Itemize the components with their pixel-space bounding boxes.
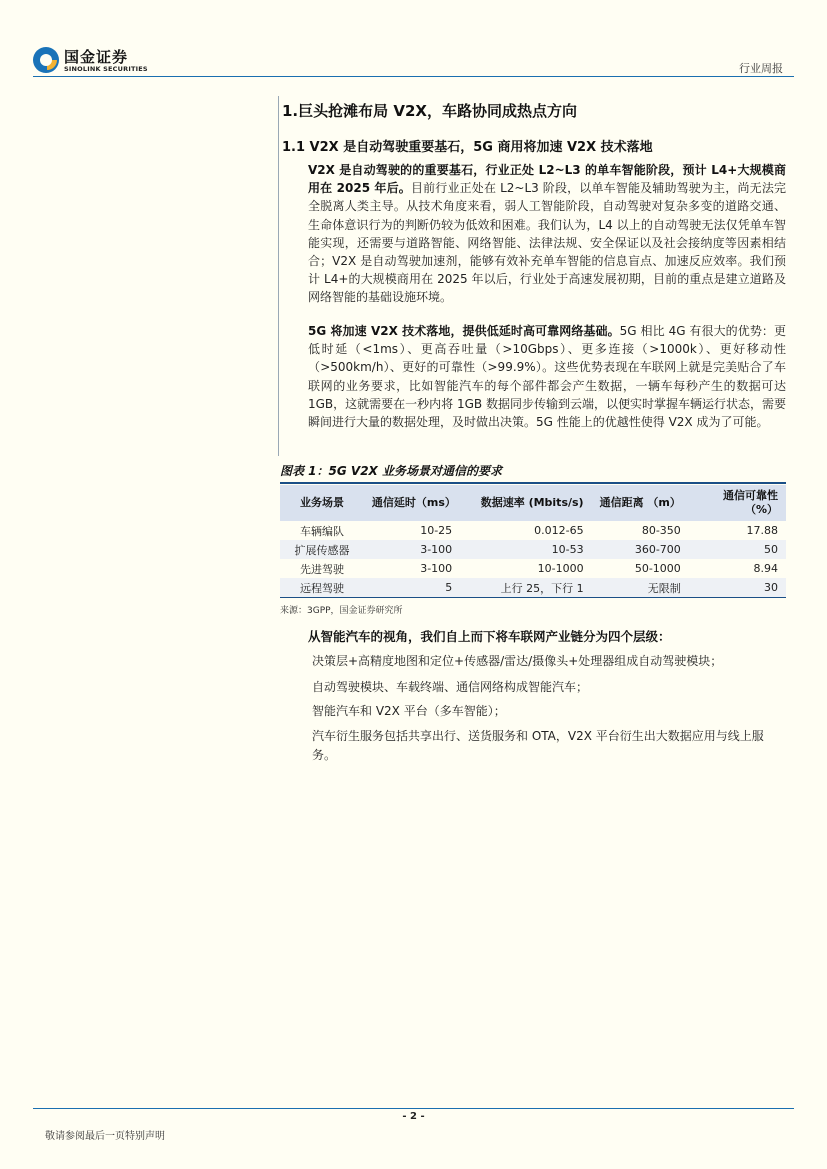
paragraph-body: 目前行业正处在 L2~L3 阶段，以单车智能及辅助驾驶为主，尚无法完全脱离人类主导。从技术角度来看，弱人工智能阶段，自动驾驶对复杂多变的道路交通、生命体意识行为的判断仍较为低效和困难。我们认为，L4 以上的自动驾驶无法仅凭单车智能实现，还需要与道路智能、网络智能、法律法规、安全保证以及社会接纳度等因素相结合；V2X 是自动驾驶加速剂，能够有效补充单车智能的信息盲点、加速反应效率。我们预计 L4+的大规模商用在 2025 年以后，行业处于高速发展初期，目前的重点是建立道路及网络智能的基础设施环境。: [308, 181, 786, 305]
table-cell: 50-1000: [634, 562, 681, 575]
paragraph-5g-acceleration: [308, 322, 786, 431]
page-number: - 2 -: [402, 1111, 425, 1122]
table-cell: 10-1000: [537, 562, 584, 575]
figure-title: 图表 1：5G V2X 业务场景对通信的要求: [280, 462, 786, 484]
table-cell: 3-100: [364, 540, 460, 559]
table-row: [280, 559, 786, 578]
header-divider: [33, 76, 794, 77]
column-header: 业务场景: [280, 485, 364, 521]
column-header: 数据速率 (Mbits/s): [460, 485, 591, 521]
logo-mark-icon: [33, 47, 59, 73]
paragraph-lead: 5G 将加速 V2X 技术落地，提供低延时高可靠网络基础。: [308, 324, 620, 338]
column-header: 通信延时（ms）: [364, 485, 460, 521]
table-cell: 50: [689, 540, 786, 559]
table-cell: 360-700: [592, 540, 689, 559]
column-header: 通信可靠性 （%）: [689, 485, 786, 521]
table-header-row: [280, 485, 786, 521]
section-heading: 1.巨头抢滩布局 V2X，车路协同成热点方向: [282, 102, 577, 120]
table-cell: 远程驾驶: [280, 578, 364, 598]
table-cell: 30: [689, 578, 786, 598]
column-header: 通信距离 （m）: [592, 485, 689, 521]
company-logo: [33, 47, 153, 77]
table-cell: 8.94: [753, 562, 778, 575]
layers-lead: 从智能汽车的视角，我们自上而下将车联网产业链分为四个层级：: [308, 629, 671, 644]
table-cell: 0.012-65: [534, 524, 584, 537]
paragraph-lead: V2X 是自动驾驶的的重要基石，行业正处 L2~L3 的单车智能阶段，预计 L4+大规模商用在 2025 年后。: [308, 163, 786, 196]
section-side-rule: [278, 96, 279, 456]
table-cell: 10-25: [420, 524, 453, 537]
table-cell: 无限制: [592, 578, 689, 598]
table-cell: 17.88: [746, 524, 778, 537]
footer-divider: [33, 1108, 794, 1109]
table-cell: 扩展传感器: [280, 540, 364, 559]
table-row: [280, 540, 786, 559]
table-cell: 80-350: [641, 524, 681, 537]
table-cell: 3-100: [420, 562, 453, 575]
table-cell: 5: [364, 578, 460, 598]
logo-english-name: SINOLINK SECURITIES: [64, 65, 148, 73]
requirements-table: [280, 485, 786, 598]
table-row: [280, 578, 786, 598]
layer-item: 自动驾驶模块、车载终端、通信网络构成智能汽车；: [312, 680, 589, 694]
paragraph-v2x-foundation: [308, 161, 786, 307]
table-row: [280, 521, 786, 540]
table-cell: 上行 25，下行 1: [460, 578, 591, 598]
table-cell: 车辆编队: [299, 524, 344, 538]
page-header: [0, 0, 827, 80]
table-cell: 10-53: [460, 540, 591, 559]
layer-item: 汽车衍生服务包括共享出行、送货服务和 OTA，V2X 平台衍生出大数据应用与线上服务。: [312, 729, 764, 762]
subsection-heading: 1.1 V2X 是自动驾驶重要基石，5G 商用将加速 V2X 技术落地: [282, 140, 653, 155]
table-cell: 先进驾驶: [299, 562, 344, 576]
footer-disclaimer: 敬请参阅最后一页特别声明: [45, 1131, 165, 1142]
report-type-label: 行业周报: [739, 62, 783, 75]
figure-source: 来源：3GPP，国金证券研究所: [280, 606, 403, 616]
paragraph-body: 5G 相比 4G 有很大的优势：更低时延（<1ms）、更高吞吐量（>10Gbps）、更多连接（>1000k）、更好移动性（>500km/h）、更好的可靠性（>99.9%）。这些优势表现在车联网上就是完美贴合了车联网的业务要求，比如智能汽车的每个部件都会产生数据，一辆车每秒产生的数据可达 1GB，这就需要在一秒内将 1GB 数据同步传输到云端，以便实时掌握车辆运行状态，需要瞬间进行大量的数据处理，及时做出决策。5G 性能上的优越性使得 V2X 成为了可能。: [308, 324, 787, 430]
logo-chinese-name: 国金证券: [64, 48, 129, 66]
layer-item: 智能汽车和 V2X 平台（多车智能）；: [312, 704, 506, 718]
layer-item: 决策层+高精度地图和定位+传感器/雷达/摄像头+处理器组成自动驾驶模块；: [312, 654, 723, 668]
